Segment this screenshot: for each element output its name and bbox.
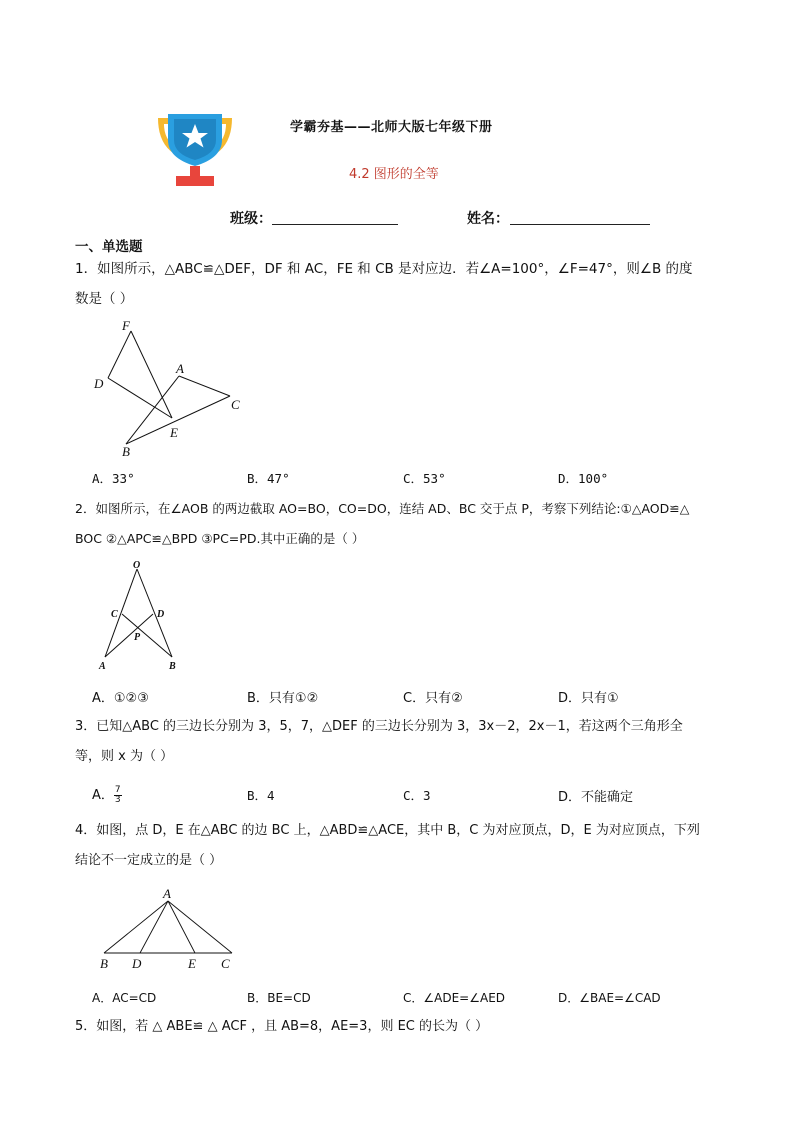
question-3-line1: 3．已知△ABC 的三边长分别为 3，5，7，△DEF 的三边长分别为 3，3x－2，2x－1，若这两个三角形全 [75,719,683,734]
q2-label-p: P [134,632,141,643]
q3-option-a-fraction [114,786,122,805]
q1-label-c: C [231,397,240,412]
question-3-line2: 等，则 x 为（ ） [75,749,174,764]
q3-fraction-numerator: 7 [114,785,121,795]
q2-option-b[interactable]: B．只有①② [247,691,319,706]
section-title: 一、单选题 [75,239,143,255]
q3-option-a[interactable] [92,784,122,805]
question-1-figure [88,316,248,461]
q4-label-c: C [221,956,230,971]
q4-label-a: A [163,886,171,901]
question-5-line1: 5．如图，若 △ ABE≌ △ ACF ，且 AB=8，AE=3，则 EC 的长为（ ） [75,1019,489,1034]
name-label: 姓名： [467,211,509,227]
q2-label-b: B [169,661,176,672]
q1-label-f: F [122,318,130,333]
q3-option-d[interactable]: D．不能确定 [558,790,634,805]
q1-option-d[interactable]: D．100° [558,471,609,486]
page-subtitle: 4.2 图形的全等 [349,167,439,182]
page-title: 学霸夯基——北师大版七年级下册 [290,120,493,135]
q1-option-c[interactable]: C．53° [403,471,446,486]
question-2-stem [75,494,725,554]
q4-label-e: E [188,956,196,971]
q2-label-d: D [157,609,165,620]
q3-option-c[interactable]: C．3 [403,788,431,803]
q3-fraction-denominator: 3 [114,795,121,805]
q2-label-a: A [99,661,106,672]
class-input-line[interactable] [272,224,398,225]
q1-option-a[interactable]: A．33° [92,471,135,486]
q3-option-b[interactable]: B．4 [247,788,275,803]
q2-label-c: C [111,609,118,620]
q1-label-d: D [94,376,104,391]
question-4-stem [75,816,725,876]
q1-label-a: A [176,361,184,376]
question-2-line2: BOC ②△APC≌△BPD ③PC=PD.其中正确的是（ ） [75,531,365,546]
question-1-line2: 数是（ ） [75,291,134,307]
q1-label-e: E [170,425,178,440]
question-4-line1: 4．如图，点 D，E 在△ABC 的边 BC 上，△ABD≌△ACE，其中 B，C 为对应顶点，D，E 为对应顶点，下列 [75,823,700,838]
question-2-figure [92,558,192,673]
q1-label-b: B [122,444,130,459]
class-label: 班级： [230,211,272,227]
question-3-stem [75,712,725,772]
q4-label-d: D [132,956,142,971]
q2-option-c[interactable]: C．只有② [403,691,463,706]
q2-option-a[interactable]: A．①②③ [92,691,149,706]
question-2-line1: 2．如图所示，在∠AOB 的两边截取 AO=BO，CO=DO，连结 AD、BC 交于点 P，考察下列结论:①△AOD≌△ [75,501,690,516]
name-input-line[interactable] [510,224,650,225]
question-1-stem [75,254,725,314]
trophy-logo-icon [150,110,240,190]
q4-option-a[interactable]: A．AC=CD [92,991,157,1005]
q4-option-b[interactable]: B．BE=CD [247,991,311,1005]
q1-option-b[interactable]: B．47° [247,471,290,486]
question-4-line2: 结论不一定成立的是（ ） [75,853,223,868]
question-5-stem [75,1012,725,1042]
q4-option-d[interactable]: D．∠BAE=∠CAD [558,991,661,1005]
question-1-line1: 1．如图所示，△ABC≌△DEF，DF 和 AC，FE 和 CB 是对应边．若∠A=100°，∠F=47°，则∠B 的度 [75,261,693,277]
q4-label-b: B [100,956,108,971]
question-4-figure [95,884,240,972]
q2-label-o: O [133,560,141,571]
q4-option-c[interactable]: C．∠ADE=∠AED [403,991,506,1005]
q2-option-d[interactable]: D．只有① [558,691,619,706]
q3-option-a-prefix: A． [92,788,114,803]
